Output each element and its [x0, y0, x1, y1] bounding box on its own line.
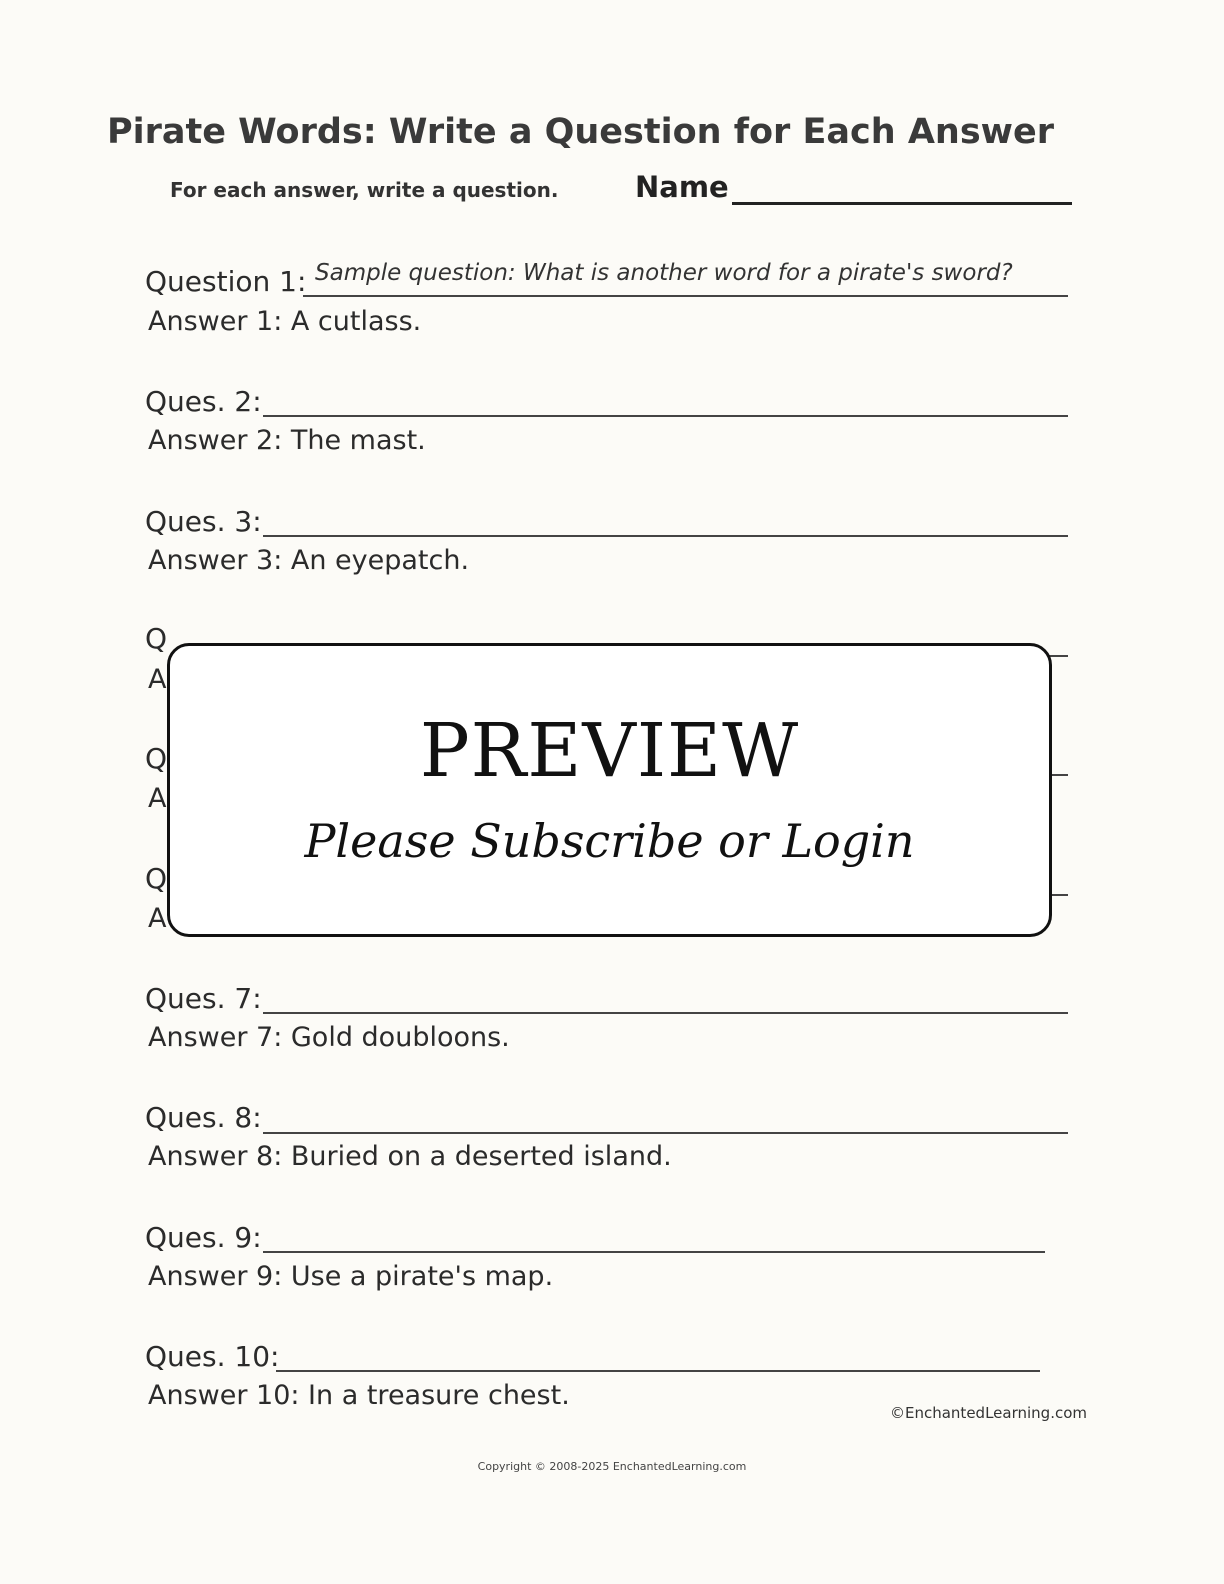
- copyright-notice: Copyright © 2008-2025 EnchantedLearning.com: [477, 1460, 747, 1473]
- subscribe-login-link[interactable]: Please Subscribe or Login: [304, 814, 915, 868]
- name-label: Name: [635, 170, 729, 204]
- question-label-9: Ques. 9:: [145, 1221, 262, 1254]
- answer-5: A: [148, 783, 167, 814]
- answer-2: Answer 2: The mast.: [148, 425, 426, 456]
- question-line-1[interactable]: [303, 295, 1068, 297]
- answer-4: A: [148, 664, 167, 695]
- answer-7: Answer 7: Gold doubloons.: [148, 1022, 510, 1053]
- question-line-9[interactable]: [263, 1251, 1045, 1253]
- answer-9: Answer 9: Use a pirate's map.: [148, 1261, 554, 1292]
- answer-6: A: [148, 903, 167, 934]
- question-label-8: Ques. 8:: [145, 1101, 262, 1134]
- answer-3: Answer 3: An eyepatch.: [148, 545, 470, 576]
- instructions: For each answer, write a question.: [170, 178, 559, 202]
- question-label-4: Q: [145, 622, 168, 655]
- question-line-2[interactable]: [263, 415, 1068, 417]
- site-watermark: ©EnchantedLearning.com: [890, 1404, 1087, 1422]
- question-line-8[interactable]: [263, 1132, 1068, 1134]
- question-label-1: Question 1:: [145, 265, 307, 298]
- name-line[interactable]: [732, 202, 1072, 205]
- question-line-3[interactable]: [263, 535, 1068, 537]
- question-line-7[interactable]: [263, 1012, 1068, 1014]
- worksheet-title: Pirate Words: Write a Question for Each Answer: [107, 112, 1054, 152]
- question-label-10: Ques. 10:: [145, 1340, 280, 1373]
- question-label-2: Ques. 2:: [145, 385, 262, 418]
- answer-10: Answer 10: In a treasure chest.: [148, 1380, 570, 1411]
- preview-title: PREVIEW: [419, 708, 800, 794]
- question-label-6: Q: [145, 862, 168, 895]
- preview-overlay[interactable]: [167, 643, 1052, 937]
- question-label-5: Q: [145, 742, 168, 775]
- answer-1: Answer 1: A cutlass.: [148, 306, 422, 337]
- sample-question: Sample question: What is another word for a pirate's sword?: [315, 260, 1013, 286]
- answer-8: Answer 8: Buried on a deserted island.: [148, 1141, 672, 1172]
- question-line-10[interactable]: [276, 1370, 1040, 1372]
- question-label-7: Ques. 7:: [145, 982, 262, 1015]
- question-label-3: Ques. 3:: [145, 505, 262, 538]
